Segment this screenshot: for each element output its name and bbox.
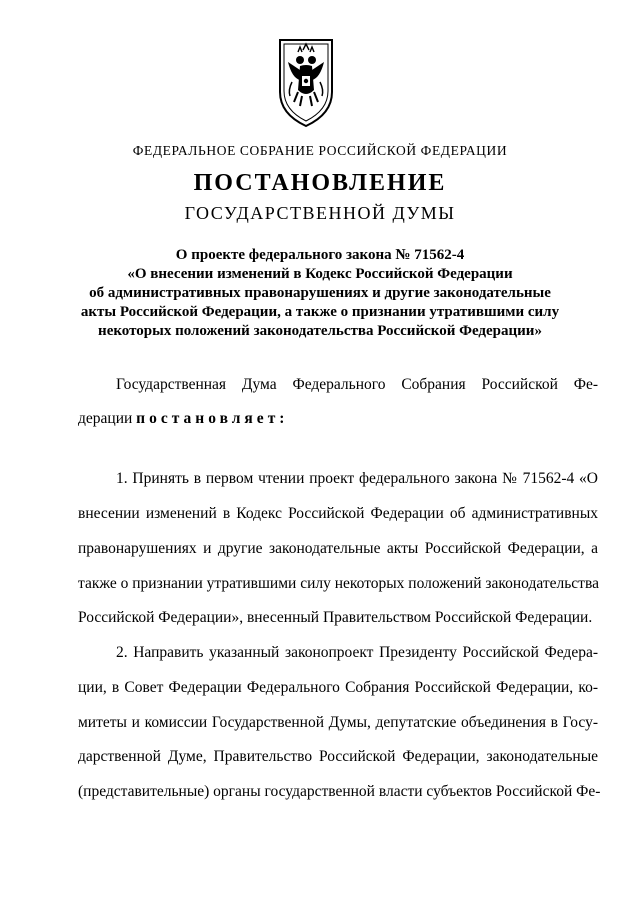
item2-line: (представительные) органы государственной власти субъектов Российской Фе- (78, 783, 601, 800)
item1-line: внесении изменений в Кодекс Российской Федерации об административных (78, 505, 598, 522)
organization-name: ФЕДЕРАЛЬНОЕ СОБРАНИЕ РОССИЙСКОЙ ФЕДЕРАЦИИ (132, 143, 508, 158)
document-subtitle: ГОСУДАРСТВЕННОЙ ДУМЫ (184, 203, 456, 223)
item2-line: 2. Направить указанный законопроект Президенту Российской Федера- (116, 644, 598, 661)
item2-line: дарственной Думе, Правительство Российской Федерации, законодательные (78, 748, 598, 765)
item2-line: ции, в Совет Федерации Федерального Собрания Российской Федерации, ко- (78, 679, 598, 696)
item1-line: правонарушениях и другие законодательные акты Российской Федерации, а (78, 540, 598, 557)
document-type: ПОСТАНОВЛЕНИЕ (193, 170, 447, 196)
title-line: «О внесении изменений в Кодекс Российской Федерации (127, 266, 513, 282)
document-title (60, 246, 580, 341)
title-line: об административных правонарушениях и другие законодательные (89, 285, 551, 301)
title-line: акты Российской Федерации, а также о признании утратившими силу (80, 304, 560, 320)
resolution-verb: постановляет: (136, 410, 289, 427)
preamble-line: Государственная Дума Федерального Собрания Российской Фе- (116, 376, 598, 393)
item1-line: также о признании утратившими силу некоторых положений законодательства (78, 575, 599, 592)
item1-line: 1. Принять в первом чтении проект федерального закона № 71562-4 «О (116, 470, 598, 487)
preamble-line (78, 410, 598, 428)
item1-line: Российской Федерации», внесенный Правительством Российской Федерации. (78, 609, 593, 626)
item2-line: митеты и комиссии Государственной Думы, депутатские объединения в Госу- (78, 714, 598, 731)
russian-coat-of-arms-icon (274, 34, 338, 130)
title-line: О проекте федерального закона № 71562-4 (175, 247, 465, 263)
title-line: некоторых положений законодательства Российской Федерации» (98, 323, 542, 339)
preamble-text: дерации (78, 410, 133, 427)
